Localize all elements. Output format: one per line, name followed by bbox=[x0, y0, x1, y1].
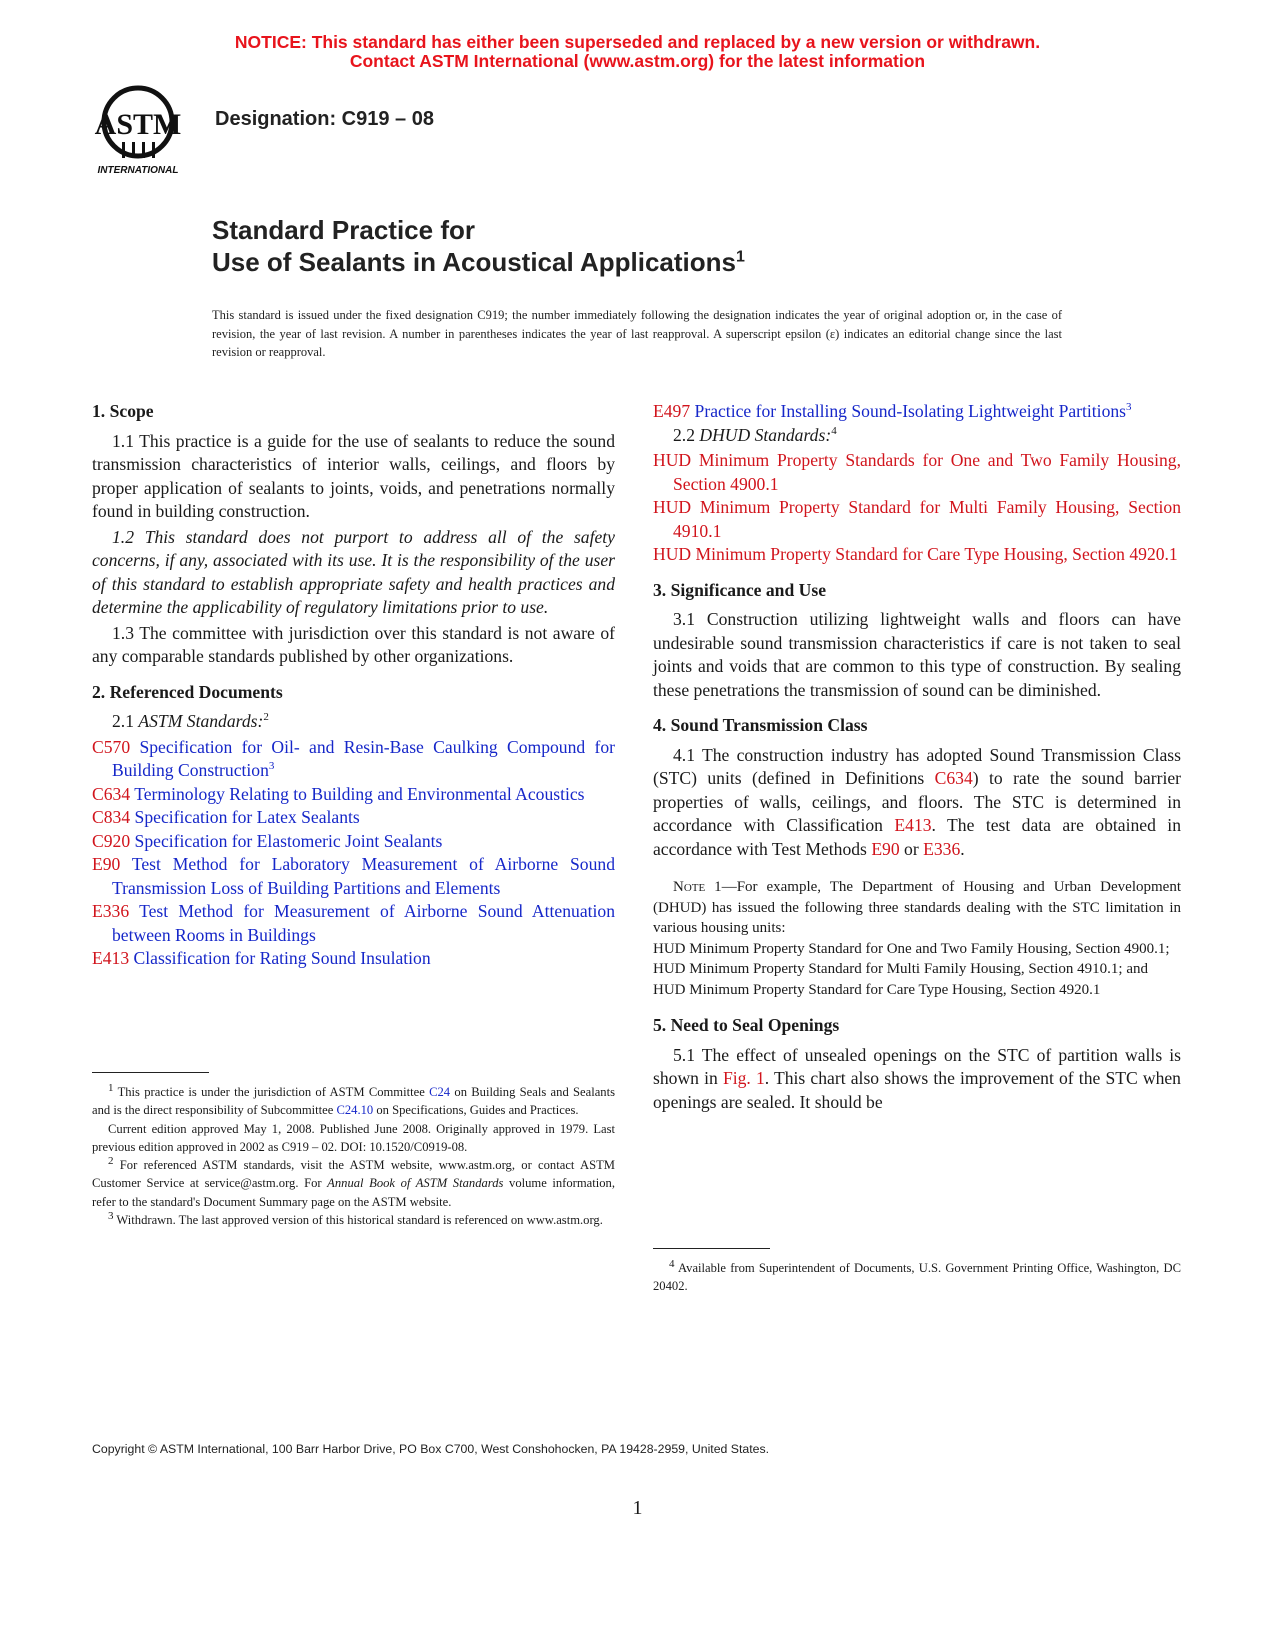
footnote-1-edition: Current edition approved May 1, 2008. Published June 2008. Originally approved in 1979. Last previous edition approved in 2002 as C919 – 02. DOI: 10.1520/C0919-08. bbox=[92, 1121, 615, 1154]
stc-4-1: 4.1 The construction industry has adopted Sound Transmission Class (STC) units (defined in Definitions C634) to rate the sound barrier properties of walls, ceilings, and floors. The STC is determined in accordance with Classification E413. The test data are obtained in accordance with Test Methods E90 or E336. bbox=[653, 744, 1182, 859]
logo-wordmark: INTERNATIONAL bbox=[97, 165, 179, 176]
title-footnote-marker: 1 bbox=[735, 248, 745, 266]
link-e336[interactable]: E336 bbox=[923, 838, 961, 859]
footnote-divider bbox=[92, 1072, 209, 1073]
need-5-1: 5.1 The effect of unsealed openings on the STC of partition walls is shown in Fig. 1. This chart also shows the improvement of the STC when openings are sealed. It should be bbox=[653, 1044, 1181, 1112]
designation: Designation: C919 – 08 bbox=[215, 108, 434, 130]
scope-heading: 1. Scope bbox=[92, 401, 154, 421]
footnote-3: $^3$ Withdrawn. The last approved version of this historical standard is referenced on www.astm.org. bbox=[108, 1209, 603, 1228]
astm-standards-label: 2.1 ASTM Standards:$^2$ bbox=[112, 711, 269, 731]
link-e90[interactable]: E90 bbox=[871, 838, 900, 859]
link-c634[interactable]: C634 bbox=[934, 768, 973, 788]
ref-e90[interactable]: E90 Test Method for Laboratory Measurement of Airborne Sound Transmission Loss of Building Partitions and Elements bbox=[92, 854, 615, 898]
footnote-2: $^2$ For referenced ASTM standards, visit the ASTM website, www.astm.org, or contact ASTM Customer Service at service@astm.org. For Annual Book of ASTM Standards volume information, refer to the standard's Document Summary page on the ASTM website. bbox=[92, 1155, 615, 1209]
scope-1-3: 1.3 The committee with jurisdiction over this standard is not aware of any comparable standards published by other organizations. bbox=[92, 622, 615, 666]
title-line-2: Use of Sealants in Acoustical Applications bbox=[212, 247, 736, 277]
footnotes-left bbox=[92, 1072, 615, 1229]
notice-line-2: Contact ASTM International (www.astm.org) for the latest information bbox=[349, 51, 926, 71]
ref-c570[interactable]: C570 Specification for Oil- and Resin-Base Caulking Compound for Building Construction$^3$ bbox=[92, 736, 615, 780]
stc-heading: 4. Sound Transmission Class bbox=[653, 715, 868, 735]
notice-line-1: NOTICE: This standard has either been superseded and replaced by a new version or withdrawn. bbox=[234, 32, 1041, 52]
ref-c834[interactable]: C834 Specification for Latex Sealants bbox=[92, 807, 360, 827]
left-column bbox=[92, 400, 615, 971]
title-line-1: Standard Practice for bbox=[212, 215, 475, 245]
dhud-standards-label: 2.2 DHUD Standards:$^4$ bbox=[673, 424, 837, 445]
footnotes-right bbox=[653, 1248, 1181, 1296]
note-item: HUD Minimum Property Standard for One and Two Family Housing, Section 4900.1; bbox=[653, 940, 1170, 957]
footnote-4: $^4$ Available from Superintendent of Documents, U.S. Government Printing Office, Washington, DC 20402. bbox=[653, 1257, 1181, 1294]
note-item: HUD Minimum Property Standard for Multi Family Housing, Section 4910.1; and bbox=[653, 961, 1148, 977]
footnote-divider bbox=[653, 1248, 770, 1249]
ref-e413[interactable]: E413 Classification for Rating Sound Insulation bbox=[92, 948, 431, 968]
ref-hud-4920[interactable]: HUD Minimum Property Standard for Care Type Housing, Section 4920.1 bbox=[653, 544, 1178, 564]
withdrawal-notice bbox=[0, 33, 1275, 71]
footnote-1: $^1$ This practice is under the jurisdiction of ASTM Committee C24 on Building Seals and Sealants and is the direct responsibility of Subcommittee C24.10 on Specifications, Guides and Practices. bbox=[92, 1081, 616, 1118]
page-number: 1 bbox=[632, 1497, 643, 1519]
link-fig-1[interactable]: Fig. 1 bbox=[722, 1068, 765, 1088]
copyright: Copyright © ASTM International, 100 Barr Harbor Drive, PO Box C700, West Conshohocken, PA 19428-2959, United States. bbox=[92, 1442, 770, 1456]
ref-hud-4910[interactable]: HUD Minimum Property Standard for Multi Family Housing, Section 4910.1 bbox=[653, 497, 1181, 541]
ref-e497[interactable]: E497 Practice for Installing Sound-Isolating Lightweight Partitions$^3$ bbox=[653, 401, 1132, 421]
logo-letters: ASTM bbox=[94, 108, 182, 141]
right-column bbox=[653, 400, 1181, 1116]
ref-hud-4900[interactable]: HUD Minimum Property Standards for One and Two Family Housing, Section 4900.1 bbox=[653, 450, 1181, 494]
scope-1-2: 1.2 This standard does not purport to address all of the safety concerns, if any, associated with its use. It is the responsibility of the user of this standard to establish appropriate safety and health practices and determine the applicability of regulatory limitations prior to use. bbox=[92, 526, 615, 617]
need-heading: 5. Need to Seal Openings bbox=[653, 1015, 840, 1035]
ref-c634[interactable]: C634 Terminology Relating to Building and Environmental Acoustics bbox=[92, 783, 585, 804]
document-title bbox=[212, 214, 745, 278]
ref-c920[interactable]: C920 Specification for Elastomeric Joint Sealants bbox=[92, 830, 443, 851]
note-label: Note 1 bbox=[673, 879, 722, 895]
note-1 bbox=[653, 877, 1181, 1000]
link-c24-10[interactable]: C24.10 bbox=[336, 1103, 374, 1118]
astm-logo bbox=[92, 82, 196, 182]
link-c24[interactable]: C24 bbox=[429, 1085, 451, 1099]
link-e413[interactable]: E413 bbox=[894, 815, 932, 835]
note-item: HUD Minimum Property Standard for Care Type Housing, Section 4920.1 bbox=[653, 981, 1101, 998]
ref-e336[interactable]: E336 Test Method for Measurement of Airborne Sound Attenuation between Rooms in Buildings bbox=[92, 901, 615, 945]
significance-heading: 3. Significance and Use bbox=[653, 579, 827, 600]
issue-note: This standard is issued under the fixed designation C919; the number immediately following the designation indicates the year of original adoption or, in the case of revision, the year of last revision. A number in parentheses indicates the year of last reapproval. A superscript epsilon (ε) indicates an editorial change since the last revision or reapproval. bbox=[212, 308, 1062, 359]
significance-3-1: 3.1 Construction utilizing lightweight walls and floors can have undesirable sound transmission characteristics if care is not taken to seal joints and voids that are common to this type of construction. By sealing these penetrations the transmission of sound can be diminished. bbox=[653, 609, 1181, 700]
note-text: —For example, The Department of Housing and Urban Development (DHUD) has issued the following three standards dealing with the STC limitation in various housing units: bbox=[653, 879, 1181, 936]
scope-1-1: 1.1 This practice is a guide for the use of sealants to reduce the sound transmission characteristics of interior walls, ceilings, and floors by proper application of sealants to joints, voids, and penetrations normally found in building construction. bbox=[92, 430, 615, 521]
referenced-documents-heading: 2. Referenced Documents bbox=[92, 681, 283, 702]
